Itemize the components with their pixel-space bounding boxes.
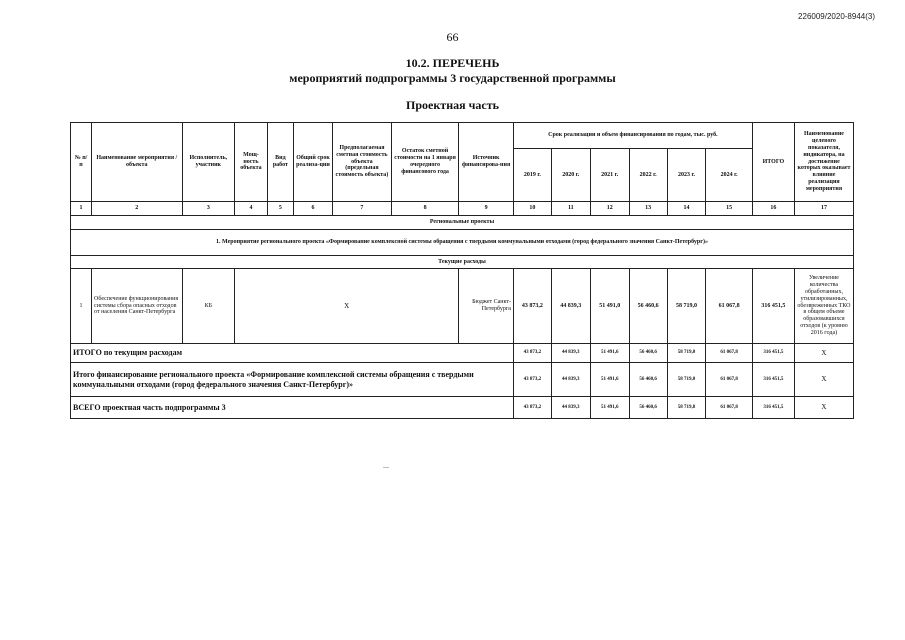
summary-value: 58 719,0 bbox=[667, 363, 706, 397]
column-number: 17 bbox=[794, 202, 853, 216]
row-num: 1 bbox=[71, 269, 92, 344]
column-number: 3 bbox=[182, 202, 235, 216]
row-executor: КБ bbox=[182, 269, 235, 344]
summary-label: ВСЕГО проектная часть подпрограммы 3 bbox=[71, 397, 514, 419]
scan-artifact bbox=[383, 467, 389, 468]
summary-value: 61 067,8 bbox=[706, 344, 752, 363]
section-title: Проектная часть bbox=[406, 98, 499, 112]
summary-label: Итого финансирование регионального проекта «Формирование комплексной системы обращения с твердыми коммунальными отходами (город федерального значения Санкт-Петербург)» bbox=[71, 363, 514, 397]
column-number: 12 bbox=[590, 202, 629, 216]
summary-row-current bbox=[71, 344, 854, 363]
header-executor: Исполнитель, участник bbox=[182, 123, 235, 202]
column-number: 5 bbox=[267, 202, 293, 216]
table-row bbox=[71, 269, 854, 344]
header-remaining-cost: Остаток сметной стоимости на 1 января очередного финансового года bbox=[391, 123, 458, 202]
summary-total: 316 451,5 bbox=[752, 363, 794, 397]
summary-row-regional bbox=[71, 363, 854, 397]
header-total-term: Общий срок реализа-ции bbox=[294, 123, 333, 202]
section-regional-projects: Региональные проекты bbox=[71, 216, 854, 230]
column-numbers-row bbox=[71, 202, 854, 216]
summary-value: 43 873,2 bbox=[513, 344, 551, 363]
column-number: 13 bbox=[629, 202, 667, 216]
summary-value: 51 491,6 bbox=[590, 397, 629, 419]
column-number: 4 bbox=[235, 202, 268, 216]
measures-table bbox=[70, 122, 854, 419]
header-total: ИТОГО bbox=[752, 123, 794, 202]
column-number: 9 bbox=[459, 202, 514, 216]
summary-value: 44 839,3 bbox=[551, 344, 590, 363]
column-number: 11 bbox=[551, 202, 590, 216]
summary-value: 51 491,6 bbox=[590, 344, 629, 363]
table-header-row bbox=[71, 123, 854, 149]
section-current-expenses: Текущие расходы bbox=[71, 256, 854, 269]
column-number: 16 bbox=[752, 202, 794, 216]
row-x-mark: Х bbox=[235, 269, 459, 344]
summary-value: 56 460,6 bbox=[629, 397, 667, 419]
header-year: 2024 г. bbox=[706, 149, 752, 202]
document-title: 10.2. ПЕРЕЧЕНЬ bbox=[405, 56, 500, 70]
summary-value: 61 067,8 bbox=[706, 397, 752, 419]
header-capacity: Мощ-ность объекта bbox=[235, 123, 268, 202]
summary-value: 43 873,2 bbox=[513, 397, 551, 419]
header-year: 2022 г. bbox=[629, 149, 667, 202]
column-number: 6 bbox=[294, 202, 333, 216]
summary-value: 43 873,2 bbox=[513, 363, 551, 397]
section-row-current bbox=[71, 256, 854, 269]
summary-label: ИТОГО по текущим расходам bbox=[71, 344, 514, 363]
row-funding-source: Бюджет Санкт-Петербурга bbox=[459, 269, 514, 344]
column-number: 7 bbox=[332, 202, 391, 216]
row-value: 43 873,2 bbox=[513, 269, 551, 344]
header-indicator: Наименование целевого показателя, индикатора, на достижение которых оказывает влияние реализация мероприятия bbox=[794, 123, 853, 202]
row-total: 316 451,5 bbox=[752, 269, 794, 344]
column-number: 1 bbox=[71, 202, 92, 216]
summary-total: 316 451,5 bbox=[752, 344, 794, 363]
section-measure-title: 1. Мероприятие регионального проекта «Формирование комплексной системы обращения с твердыми коммунальными отходами (город федерального значения Санкт-Петербург)» bbox=[71, 230, 854, 256]
summary-value: 56 460,6 bbox=[629, 344, 667, 363]
header-estimated-cost: Предполагаемая сметная стоимость объекта (предельная стоимость объекта) bbox=[332, 123, 391, 202]
document-subtitle: мероприятий подпрограммы 3 государственной программы bbox=[289, 71, 616, 85]
column-number: 2 bbox=[92, 202, 183, 216]
header-num: № п/п bbox=[71, 123, 92, 202]
summary-indicator: Х bbox=[794, 397, 853, 419]
column-number: 8 bbox=[391, 202, 458, 216]
summary-value: 58 719,8 bbox=[667, 397, 706, 419]
row-value: 61 067,8 bbox=[706, 269, 752, 344]
summary-total: 316 451,5 bbox=[752, 397, 794, 419]
summary-indicator: Х bbox=[794, 363, 853, 397]
header-work-type: Вид работ bbox=[267, 123, 293, 202]
header-year: 2021 г. bbox=[590, 149, 629, 202]
summary-row-total bbox=[71, 397, 854, 419]
header-year: 2019 г. bbox=[513, 149, 551, 202]
row-indicator: Увеличение количества обработанных, утилизированных, обезвреженных ТКО в общем объеме образовавшихся отходов (к уровню 2016 года) bbox=[794, 269, 853, 344]
row-value: 44 839,3 bbox=[551, 269, 590, 344]
summary-value: 44 839,3 bbox=[551, 397, 590, 419]
header-period-group: Срок реализации и объем финансирования по годам, тыс. руб. bbox=[513, 123, 752, 149]
section-row-regional bbox=[71, 216, 854, 230]
summary-value: 44 839,3 bbox=[551, 363, 590, 397]
page-number: 66 bbox=[446, 30, 459, 44]
row-name: Обеспечение функционирования системы сбора опасных отходов от населения Санкт-Петербурга bbox=[92, 269, 183, 344]
section-row-measure bbox=[71, 230, 854, 256]
column-number: 14 bbox=[667, 202, 706, 216]
header-name: Наименование мероприятия / объекта bbox=[92, 123, 183, 202]
summary-value: 58 719,0 bbox=[667, 344, 706, 363]
header-year: 2020 г. bbox=[551, 149, 590, 202]
row-value: 51 491,0 bbox=[590, 269, 629, 344]
summary-value: 61 067,8 bbox=[706, 363, 752, 397]
header-year: 2023 г. bbox=[667, 149, 706, 202]
row-value: 56 460,6 bbox=[629, 269, 667, 344]
column-number: 15 bbox=[706, 202, 752, 216]
column-number: 10 bbox=[513, 202, 551, 216]
summary-value: 51 491,6 bbox=[590, 363, 629, 397]
row-value: 58 719,0 bbox=[667, 269, 706, 344]
header-funding-source: Источник финансирова-ния bbox=[459, 123, 514, 202]
summary-indicator: Х bbox=[794, 344, 853, 363]
document-id: 226009/2020-8944(3) bbox=[798, 12, 875, 21]
summary-value: 56 460,6 bbox=[629, 363, 667, 397]
